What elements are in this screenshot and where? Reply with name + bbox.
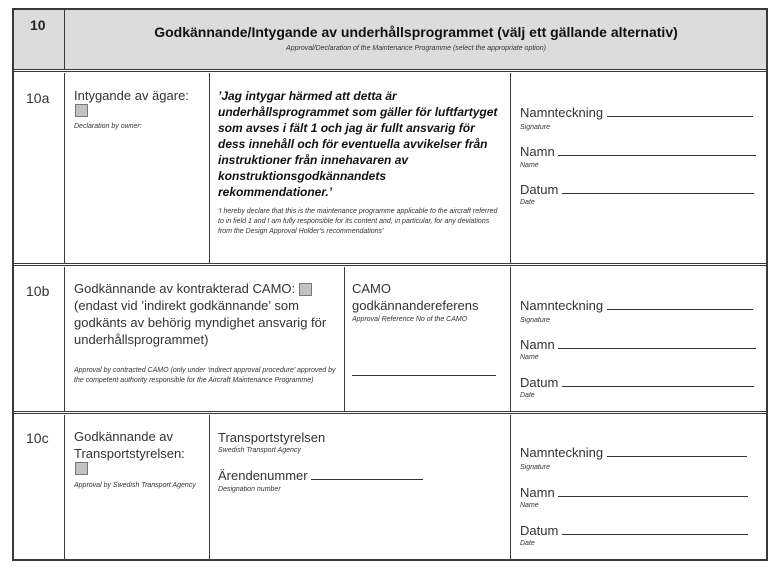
date-label-en: Date (520, 199, 535, 206)
agency-approval-label: Godkännande av Transportstyrelsen: (74, 429, 185, 461)
signature-label: Namnteckning (520, 445, 604, 460)
name-line[interactable] (558, 143, 756, 156)
name-label-en: Name (520, 354, 539, 361)
date-field-10c[interactable] (520, 522, 748, 538)
owner-declaration-text: ’Jag intygar härmed att detta är underhållsprogrammet som gäller för luftfartyget som avses i fält 1 och jag är fullt ansvarig för dess innehåll och för eventuella avvikelser från instruktioner från innehavaren av konstruktionsgodkännandets rekommendationer.’ (218, 89, 498, 199)
section-title: Godkännande/Intygande av underhållsprogrammet (välj ett gällande alternativ) (154, 24, 678, 40)
date-field-10a[interactable] (520, 181, 754, 197)
name-label: Namn (520, 144, 555, 159)
signature-label-en: Signature (520, 124, 550, 131)
name-field-10a[interactable] (520, 143, 756, 159)
column-divider (64, 415, 65, 561)
name-label-en: Name (520, 162, 539, 169)
signature-label: Namnteckning (520, 298, 604, 313)
row-divider (12, 411, 768, 414)
signature-line[interactable] (607, 297, 753, 310)
owner-declaration-checkbox[interactable] (75, 104, 88, 117)
date-label: Datum (520, 182, 559, 197)
column-divider (510, 267, 511, 411)
column-divider (510, 415, 511, 561)
column-divider (510, 73, 511, 263)
case-number-field[interactable] (218, 467, 423, 483)
camo-approval-note: (endast vid ’indirekt godkännande’ som godkänts av behörig myndighet ansvarig för underhållsprogrammet) (74, 298, 327, 347)
row-divider (12, 263, 768, 266)
camo-approval-checkbox[interactable] (299, 283, 312, 296)
date-line[interactable] (562, 374, 754, 387)
column-divider (64, 267, 65, 411)
owner-declaration-text-en: ‘I hereby declare that this is the maintenance programme applicable to the aircraft referred to in field 1 and I am fully responsible for its content and, in particular, for any deviations from the Design Approval Holder’s recommendations’ (218, 208, 498, 235)
date-line[interactable] (562, 522, 748, 535)
owner-declaration-label: Intygande av ägare: (74, 88, 189, 103)
date-label-en: Date (520, 392, 535, 399)
camo-approval-label-en: Approval by contracted CAMO (only under ‘indirect approval procedure’ approved by the competent authority responsible for the Aircraft Maintenance Programme) (74, 367, 336, 384)
date-label: Datum (520, 375, 559, 390)
name-label: Namn (520, 485, 555, 500)
camo-approval-block (74, 280, 338, 348)
signature-line[interactable] (607, 444, 747, 457)
section-subtitle: Approval/Declaration of the Maintenance Programme (select the appropriate option) (286, 45, 546, 52)
agency-approval-checkbox[interactable] (75, 462, 88, 475)
row-number-10a: 10a (26, 90, 50, 106)
authority-name-en: Swedish Transport Agency (218, 447, 301, 454)
agency-approval-label-en: Approval by Swedish Transport Agency (74, 482, 196, 489)
column-divider (64, 73, 65, 263)
signature-line[interactable] (607, 104, 753, 117)
camo-reference-label: CAMO godkännandereferens (352, 281, 479, 313)
row-number-10b: 10b (26, 283, 50, 299)
date-label-en: Date (520, 540, 535, 547)
authority-name: Transportstyrelsen (218, 430, 326, 445)
signature-field-10c[interactable] (520, 444, 747, 460)
row-number-10c: 10c (26, 430, 49, 446)
owner-declaration-label-en: Declaration by owner: (74, 123, 142, 130)
signature-label: Namnteckning (520, 105, 604, 120)
signature-field-10b[interactable] (520, 297, 753, 313)
camo-approval-label: Godkännande av kontrakterad CAMO: (74, 281, 296, 296)
name-label: Namn (520, 337, 555, 352)
column-divider (209, 73, 210, 263)
case-number-line[interactable] (311, 467, 423, 480)
date-line[interactable] (562, 181, 754, 194)
camo-reference-label-en: Approval Reference No of the CAMO (352, 316, 468, 323)
name-field-10b[interactable] (520, 336, 756, 352)
date-field-10b[interactable] (520, 374, 754, 390)
column-divider (344, 267, 345, 411)
date-label: Datum (520, 523, 559, 538)
case-number-label: Ärendenummer (218, 468, 308, 483)
name-line[interactable] (558, 336, 756, 349)
signature-label-en: Signature (520, 464, 550, 471)
section-header-background (14, 10, 766, 70)
signature-label-en: Signature (520, 317, 550, 324)
column-divider (209, 415, 210, 561)
name-field-10c[interactable] (520, 484, 748, 500)
camo-reference-input-line[interactable] (352, 375, 496, 376)
section-number: 10 (30, 17, 46, 33)
signature-field-10a[interactable] (520, 104, 753, 120)
case-number-label-en: Designation number (218, 486, 281, 493)
name-line[interactable] (558, 484, 748, 497)
name-label-en: Name (520, 502, 539, 509)
row-divider (12, 69, 768, 72)
header-divider (64, 10, 65, 70)
